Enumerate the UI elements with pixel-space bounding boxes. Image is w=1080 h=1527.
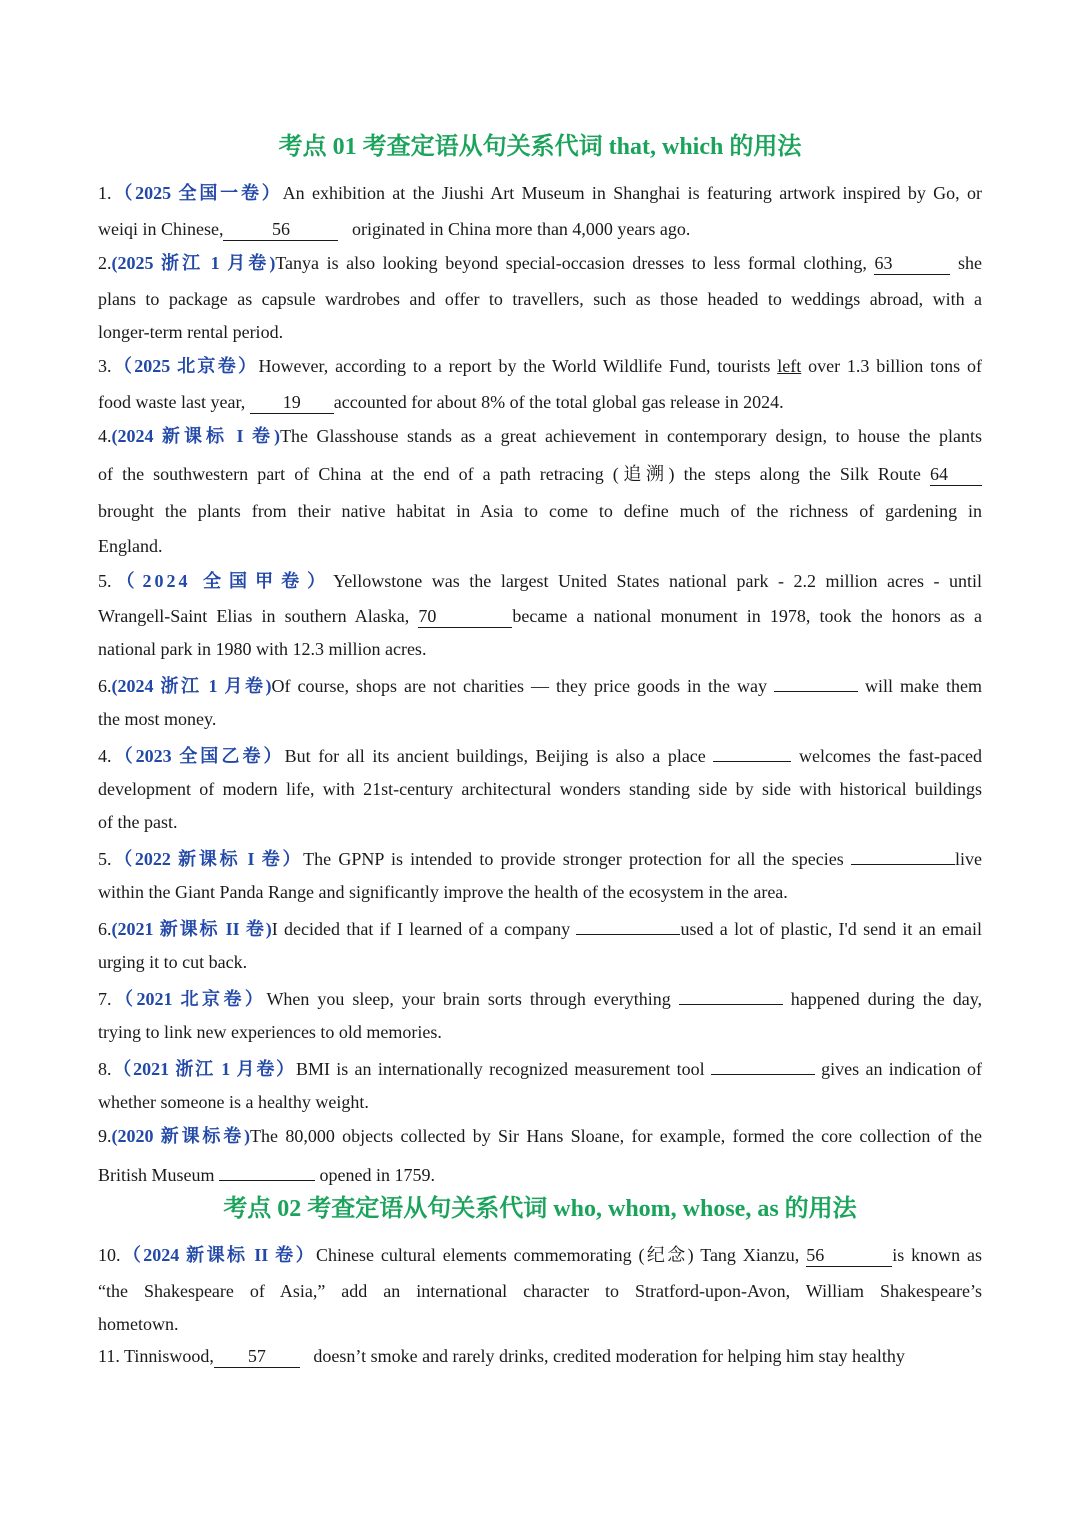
question-7-line-1 <box>98 740 982 769</box>
question-text: over 1.3 billion tons of <box>808 356 982 376</box>
question-text: of the southwestern part of China at the end of a path retracing (追溯) the steps along the Silk Route <box>98 464 921 484</box>
question-8-line-2: within the Giant Panda Range and significantly improve the health of the ecosystem in the area. <box>98 882 788 902</box>
question-13-line-1 <box>98 1242 982 1268</box>
question-text: BMI is an internationally recognized measurement tool <box>295 1059 705 1079</box>
question-number: 9. <box>98 1126 112 1146</box>
question-source: (2024 浙江 1 月卷) <box>111 676 272 696</box>
question-text: originated in China more than 4,000 years ago. <box>351 219 691 239</box>
question-3-line-2 <box>98 389 982 415</box>
question-text: opened in 1759. <box>319 1165 435 1185</box>
question-7-line-3: of the past. <box>98 812 178 832</box>
question-2-line-1 <box>98 250 982 276</box>
question-number: 5. <box>98 849 112 869</box>
question-text: became a national monument in 1978, took the honors as a <box>512 606 982 626</box>
question-source: （2022 新课标 I 卷） <box>111 849 304 869</box>
question-4-line-2 <box>98 461 982 487</box>
question-text: However, according to a report by the World Wildlife Fund, tourists <box>258 356 771 376</box>
question-number: 7. <box>98 989 112 1009</box>
answer-blank[interactable] <box>679 983 783 1005</box>
question-6-line-2: the most money. <box>98 709 217 729</box>
question-text: Tanya is also looking beyond special-occasion dresses to less formal clothing, <box>275 253 867 273</box>
answer-blank[interactable]: 19 <box>250 392 334 414</box>
question-9-line-1 <box>98 913 982 942</box>
question-source: (2024 新课标 I 卷) <box>111 426 281 446</box>
question-source: （2023 全国乙卷） <box>111 746 285 766</box>
question-number: 3. <box>98 356 112 376</box>
question-10-line-1 <box>98 983 982 1012</box>
question-number: 8. <box>98 1059 112 1079</box>
question-text: live <box>955 849 982 869</box>
question-text: The GPNP is intended to provide stronger protection for all the species <box>303 849 844 869</box>
question-text: happened during the day, <box>790 989 983 1009</box>
question-8-line-1 <box>98 843 982 872</box>
question-source: （2024 新课标 II 卷） <box>120 1245 316 1265</box>
question-text: The Glasshouse stands as a great achievement in contemporary design, to house the plants <box>280 426 982 446</box>
question-2-line-3: longer-term rental period. <box>98 322 284 342</box>
question-5-line-2 <box>98 603 982 629</box>
question-text: British Museum <box>98 1165 215 1185</box>
question-text: Yellowstone was the largest United States national park - 2.2 million acres - until <box>333 571 983 591</box>
question-10-line-2: trying to link new experiences to old memories. <box>98 1022 442 1042</box>
question-13-line-3: hometown. <box>98 1314 179 1334</box>
question-text: welcomes the fast-paced <box>798 746 983 766</box>
question-1-line-1 <box>98 180 982 206</box>
answer-blank[interactable]: 63 <box>874 253 950 275</box>
question-number: 6. <box>98 919 112 939</box>
question-number: 2. <box>98 253 112 273</box>
question-5-line-1 <box>98 568 982 594</box>
question-source: （2025 全国一卷） <box>111 183 283 203</box>
question-number: 1. <box>98 183 112 203</box>
question-9-line-2: urging it to cut back. <box>98 952 248 972</box>
question-12-line-2 <box>98 1159 982 1188</box>
question-4-line-3: brought the plants from their native habitat in Asia to come to define much of the richness of gardening in <box>98 501 982 521</box>
question-12-line-1 <box>98 1123 982 1149</box>
question-6-line-1 <box>98 670 982 699</box>
question-13-line-2: “the Shakespeare of Asia,” add an international character to Stratford-upon-Avon, William Shakespeare’s <box>98 1281 982 1301</box>
underlined-word: left <box>777 356 802 376</box>
question-text: The 80,000 objects collected by Sir Hans Sloane, for example, formed the core collection of the <box>250 1126 982 1146</box>
question-source: (2020 新课标卷) <box>111 1126 251 1146</box>
question-1-line-2 <box>98 216 982 242</box>
answer-blank[interactable] <box>576 913 680 935</box>
question-source: (2021 新课标 II 卷) <box>111 919 272 939</box>
question-number: 6. <box>98 676 112 696</box>
answer-blank[interactable] <box>713 740 791 762</box>
question-text: Wrangell-Saint Elias in southern Alaska, <box>98 606 410 626</box>
question-source: （2021 北京卷） <box>111 989 267 1009</box>
question-text: accounted for about 8% of the total global gas release in 2024. <box>333 392 784 412</box>
answer-blank[interactable] <box>219 1159 315 1181</box>
question-number: 4. <box>98 746 112 766</box>
question-4-line-1 <box>98 423 982 449</box>
question-source: （2025 北京卷） <box>111 356 259 376</box>
answer-blank[interactable]: 56 <box>223 219 338 241</box>
question-source: （2024 全国甲卷） <box>111 571 334 591</box>
question-number: 11. <box>98 1346 120 1366</box>
question-2-line-2: plans to package as capsule wardrobes and offer to travellers, such as those headed to weddings abroad, with a <box>98 289 982 309</box>
answer-blank[interactable]: 56 <box>806 1245 892 1267</box>
question-text: Tinniswood, <box>124 1346 214 1366</box>
question-7-line-2: development of modern life, with 21st-century architectural wonders standing side by side with historical buildings <box>98 779 982 799</box>
question-text: gives an indication of <box>821 1059 983 1079</box>
answer-blank[interactable]: 70 <box>418 606 512 628</box>
question-text: used a lot of plastic, I'd send it an email <box>680 919 983 939</box>
question-14-line-1 <box>98 1343 982 1369</box>
section-heading-1: 考点 01 考查定语从句关系代词 that, which 的用法 <box>278 134 802 160</box>
question-text: weiqi in Chinese, <box>98 219 224 239</box>
question-source: （2021 浙江 1 月卷） <box>111 1059 296 1079</box>
question-text: Of course, shops are not charities — they price goods in the way <box>271 676 767 696</box>
answer-blank[interactable] <box>851 843 955 865</box>
question-text: she <box>957 253 982 273</box>
question-4-line-4: England. <box>98 536 163 556</box>
question-text: doesn’t smoke and rarely drinks, credited moderation for helping him stay healthy <box>313 1346 905 1366</box>
answer-blank[interactable]: 64 <box>930 464 982 486</box>
question-text: An exhibition at the Jiushi Art Museum in Shanghai is featuring artwork inspired by Go, or <box>282 183 982 203</box>
answer-blank[interactable]: 57 <box>214 1346 300 1368</box>
question-source: (2025 浙江 1 月卷) <box>111 253 276 273</box>
question-text: But for all its ancient buildings, Beijing is also a place <box>284 746 706 766</box>
question-11-line-2: whether someone is a healthy weight. <box>98 1092 369 1112</box>
question-text: is known as <box>892 1245 983 1265</box>
question-3-line-1 <box>98 353 982 379</box>
question-number: 5. <box>98 571 112 591</box>
question-text: food waste last year, <box>98 392 246 412</box>
answer-blank[interactable] <box>711 1053 815 1075</box>
answer-blank[interactable] <box>774 670 858 692</box>
question-11-line-1 <box>98 1053 982 1082</box>
question-text: will make them <box>865 676 983 696</box>
question-text: Chinese cultural elements commemorating (纪念) Tang Xianzu, <box>315 1245 800 1265</box>
question-number: 4. <box>98 426 112 446</box>
question-5-line-3: national park in 1980 with 12.3 million acres. <box>98 639 427 659</box>
question-number: 10. <box>98 1245 121 1265</box>
section-heading-2: 考点 02 考查定语从句关系代词 who, whom, whose, as 的用法 <box>223 1196 857 1222</box>
question-text: I decided that if I learned of a company <box>271 919 571 939</box>
question-text: When you sleep, your brain sorts through everything <box>266 989 671 1009</box>
